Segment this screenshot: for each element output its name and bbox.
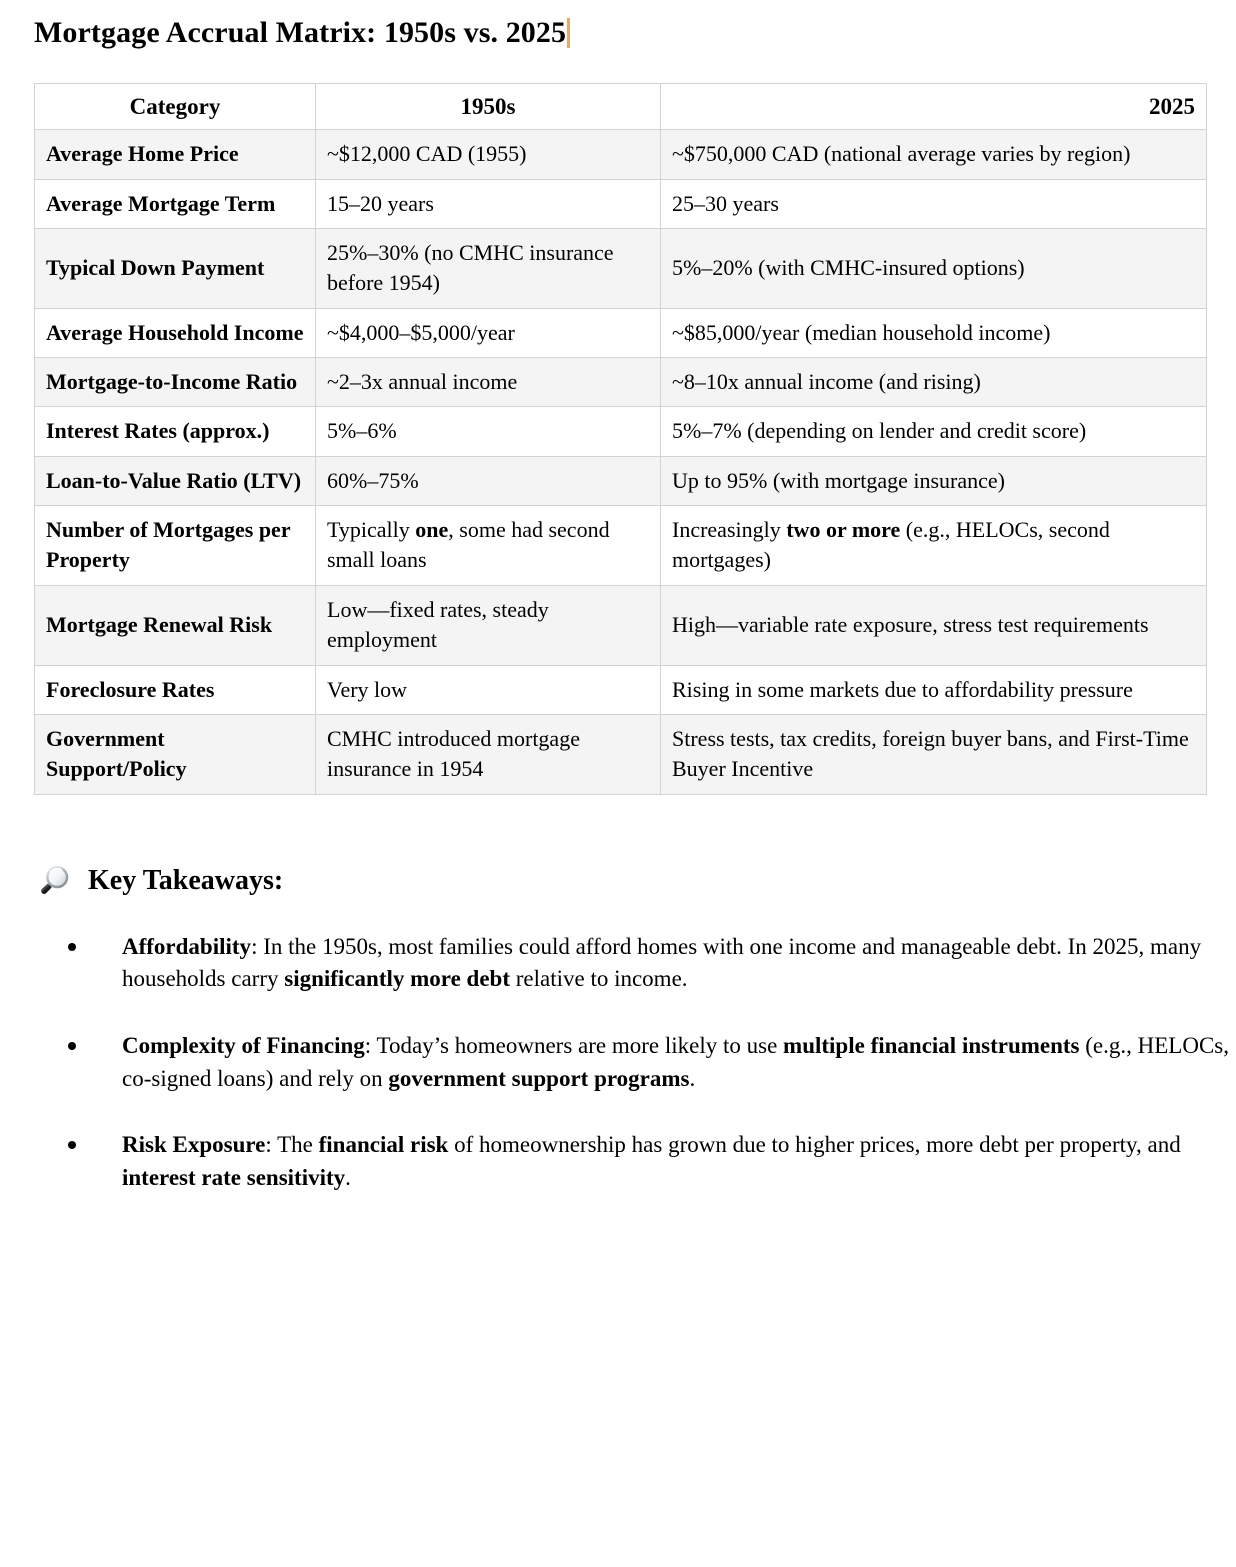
cell-2025: ~$85,000/year (median household income) bbox=[661, 308, 1207, 357]
cell-2025: 5%–7% (depending on lender and credit score) bbox=[661, 407, 1207, 456]
cell-2025: Rising in some markets due to affordability pressure bbox=[661, 665, 1207, 714]
cell-1950s: 25%–30% (no CMHC insurance before 1954) bbox=[316, 228, 661, 308]
mortgage-accrual-matrix-table bbox=[34, 83, 1207, 795]
cell-2025: 5%–20% (with CMHC-insured options) bbox=[661, 228, 1207, 308]
table-row bbox=[35, 585, 1207, 665]
column-header-1950s: 1950s bbox=[316, 83, 661, 130]
table-row bbox=[35, 308, 1207, 357]
table-body bbox=[35, 130, 1207, 794]
cell-category: Average Home Price bbox=[35, 130, 316, 179]
cell-2025: ~8–10x annual income (and rising) bbox=[661, 358, 1207, 407]
comparison-table-container bbox=[0, 52, 1236, 795]
list-item bbox=[34, 1129, 1236, 1194]
cell-category: Number of Mortgages per Property bbox=[35, 506, 316, 586]
key-takeaways-heading bbox=[34, 861, 1236, 901]
table-row bbox=[35, 407, 1207, 456]
cell-2025: Stress tests, tax credits, foreign buyer bans, and First-Time Buyer Incentive bbox=[661, 714, 1207, 794]
list-item-text: Complexity of Financing: Today’s homeowners are more likely to use multiple financial instruments (e.g., HELOCs, co-signed loans) and rely on government support programs. bbox=[122, 1032, 1229, 1091]
table-row bbox=[35, 714, 1207, 794]
cell-1950s: Typically one, some had second small loans bbox=[316, 506, 661, 586]
cell-1950s: ~$4,000–$5,000/year bbox=[316, 308, 661, 357]
cell-category: Interest Rates (approx.) bbox=[35, 407, 316, 456]
cell-1950s: 15–20 years bbox=[316, 179, 661, 228]
key-takeaways-list bbox=[34, 931, 1236, 1195]
page-title[interactable] bbox=[34, 14, 570, 52]
cell-category: Mortgage-to-Income Ratio bbox=[35, 358, 316, 407]
list-item bbox=[34, 931, 1236, 996]
table-header bbox=[35, 83, 1207, 130]
cell-2025: ~$750,000 CAD (national average varies by region) bbox=[661, 130, 1207, 179]
table-row bbox=[35, 130, 1207, 179]
list-item-text: Risk Exposure: The financial risk of homeownership has grown due to higher prices, more debt per property, and interest rate sensitivity. bbox=[122, 1132, 1181, 1190]
cell-1950s: Low—fixed rates, steady employment bbox=[316, 585, 661, 665]
bullet-marker bbox=[68, 943, 76, 951]
cell-category: Government Support/Policy bbox=[35, 714, 316, 794]
cell-2025: High—variable rate exposure, stress test requirements bbox=[661, 585, 1207, 665]
magnifying-glass-icon bbox=[34, 861, 74, 901]
bullet-marker bbox=[68, 1141, 76, 1149]
title-area bbox=[0, 0, 1236, 52]
table-header-row bbox=[35, 83, 1207, 130]
cell-category: Typical Down Payment bbox=[35, 228, 316, 308]
page-title-text: Mortgage Accrual Matrix: 1950s vs. 2025 bbox=[34, 16, 567, 49]
table-row bbox=[35, 665, 1207, 714]
cell-2025: Increasingly two or more (e.g., HELOCs, second mortgages) bbox=[661, 506, 1207, 586]
cell-category: Foreclosure Rates bbox=[35, 665, 316, 714]
table-row bbox=[35, 456, 1207, 505]
cell-1950s: Very low bbox=[316, 665, 661, 714]
column-header-2025: 2025 bbox=[661, 83, 1207, 130]
cell-category: Mortgage Renewal Risk bbox=[35, 585, 316, 665]
key-takeaways-section bbox=[0, 795, 1236, 1195]
table-row bbox=[35, 358, 1207, 407]
list-item-text: Affordability: In the 1950s, most families could afford homes with one income and manageable debt. In 2025, many households carry significantly more debt relative to income. bbox=[122, 933, 1202, 992]
list-item bbox=[34, 1030, 1236, 1095]
cell-category: Average Mortgage Term bbox=[35, 179, 316, 228]
cell-1950s: 5%–6% bbox=[316, 407, 661, 456]
cell-category: Average Household Income bbox=[35, 308, 316, 357]
bullet-marker bbox=[68, 1042, 76, 1050]
cell-1950s: 60%–75% bbox=[316, 456, 661, 505]
table-row bbox=[35, 228, 1207, 308]
cell-1950s: ~$12,000 CAD (1955) bbox=[316, 130, 661, 179]
table-row bbox=[35, 179, 1207, 228]
cell-1950s: CMHC introduced mortgage insurance in 1954 bbox=[316, 714, 661, 794]
cell-1950s: ~2–3x annual income bbox=[316, 358, 661, 407]
cell-category: Loan-to-Value Ratio (LTV) bbox=[35, 456, 316, 505]
text-cursor-caret bbox=[567, 18, 570, 48]
cell-2025: 25–30 years bbox=[661, 179, 1207, 228]
table-row bbox=[35, 506, 1207, 586]
cell-2025: Up to 95% (with mortgage insurance) bbox=[661, 456, 1207, 505]
column-header-category: Category bbox=[35, 83, 316, 130]
key-takeaways-label: Key Takeaways: bbox=[88, 864, 284, 896]
